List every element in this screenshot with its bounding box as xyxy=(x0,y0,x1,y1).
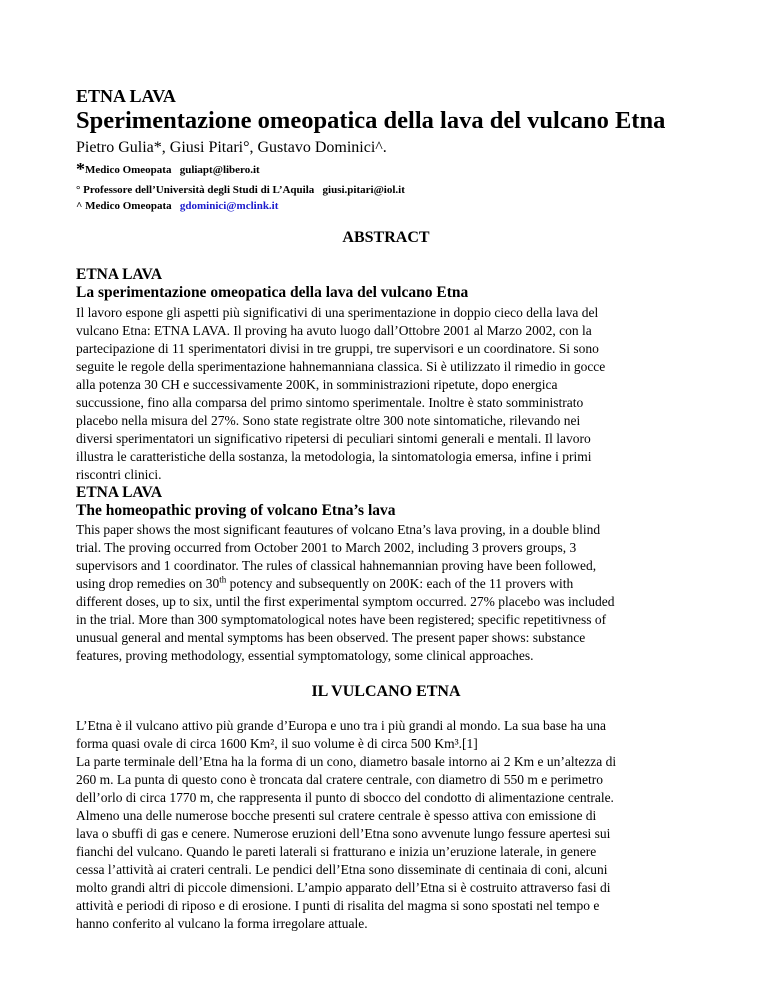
text-line: This paper shows the most significant feautures of volcano Etna’s lava proving, in a double blind xyxy=(76,522,601,537)
document-kicker: ETNA LAVA xyxy=(76,86,176,106)
text-line: in the trial. More than 300 symptomatological notes have been registered; specific repetitivness of xyxy=(76,612,607,627)
text-line: vulcano Etna: ETNA LAVA. Il proving ha avuto luogo dall’Ottobre 2001 al Marzo 2002, con la xyxy=(76,323,592,338)
text-line: different doses, up to six, until the first experimental symptom occurred. 27% placebo was included xyxy=(76,594,615,609)
text-line: Il lavoro espone gli aspetti più significativi di una sperimentazione in doppio cieco della lava del xyxy=(76,305,599,320)
text-line: unusual general and mental symptoms has been observed. The present paper shows: substance xyxy=(76,630,586,645)
affiliation-role: Professore dell’Università degli Studi di L’Aquila xyxy=(83,184,315,196)
abstract-it-text xyxy=(76,304,696,484)
superscript: th xyxy=(219,574,227,585)
affiliation-email-link[interactable]: gdominici@mclink.it xyxy=(179,200,279,212)
affiliation-mark: ^ xyxy=(76,200,83,212)
abstract-it-title: La sperimentazione omeopatica della lava del vulcano Etna xyxy=(76,284,469,301)
abstract-it-kicker: ETNA LAVA xyxy=(76,266,163,283)
text-line xyxy=(76,575,696,593)
affiliation-mark: ° xyxy=(76,184,81,196)
authors-line: Pietro Gulia*, Giusi Pitari°, Gustavo Dominici^. xyxy=(76,139,387,156)
affiliation-3 xyxy=(76,197,696,215)
text-fragment: using drop remedies on 30 xyxy=(76,576,220,591)
section-text xyxy=(76,717,696,933)
text-line: forma quasi ovale di circa 1600 Km², il suo volume è di circa 500 Km³.[1] xyxy=(76,736,478,751)
abstract-heading: ABSTRACT xyxy=(342,229,430,246)
affiliation-role: Medico Omeopata xyxy=(85,200,172,212)
section-heading: IL VULCANO ETNA xyxy=(311,683,461,700)
text-line: fianchi del vulcano. Quando le pareti laterali si fratturano e inizia un’eruzione laterale, in genere xyxy=(76,844,597,859)
text-fragment: potency and subsequently on 200K: each of the 11 provers with xyxy=(226,576,574,591)
text-line: diversi sperimentatori un significativo ripetersi di peculiari sintomi generali e mentali. Il lavoro xyxy=(76,431,591,446)
text-line: seguite le regole della sperimentazione hahnemanniana classica. Si è utilizzato il rimedio in gocce xyxy=(76,359,606,374)
text-line: features, proving methodology, essential symptomatology, some clinical approaches. xyxy=(76,648,534,663)
text-line: attività e periodi di riposo e di erosione. I punti di risalita del magma si sono spostati nel tempo e xyxy=(76,898,600,913)
text-line: riscontri clinici. xyxy=(76,467,162,482)
affiliation-email: giusi.pitari@iol.it xyxy=(322,184,405,196)
text-line: trial. The proving occurred from October 2001 to March 2002, including 3 provers groups, 3 xyxy=(76,540,577,555)
text-line: placebo nella misura del 27%. Sono state registrate oltre 300 note sintomatiche, rilevando nei xyxy=(76,413,581,428)
affiliation-mark: * xyxy=(76,159,85,179)
abstract-en-title: The homeopathic proving of volcano Etna’s lava xyxy=(76,502,396,519)
text-line: L’Etna è il vulcano attivo più grande d’Europa e uno tra i più grandi al mondo. La sua base ha una xyxy=(76,718,606,733)
text-line: succussione, fino alla comparsa del primo sintomo sperimentale. Inoltre è stato somministrato xyxy=(76,395,584,410)
text-line: dell’orlo di circa 1770 m, che rappresenta il punto di sbocco del condotto di alimentazione centrale. xyxy=(76,790,614,805)
text-line: illustra le caratteristiche della sostanza, la metodologia, la sintomatologia emersa, infine i primi xyxy=(76,449,592,464)
text-line: La parte terminale dell’Etna ha la forma di un cono, diametro basale intorno ai 2 Km e un’altezza di xyxy=(76,754,617,769)
text-line: Almeno una delle numerose bocche presenti sul cratere centrale è spesso attiva con emissione di xyxy=(76,808,597,823)
abstract-en-text xyxy=(76,521,696,665)
text-line: partecipazione di 11 sperimentatori divisi in tre gruppi, tre supervisori e un coordinatore. Si sono xyxy=(76,341,599,356)
text-line: hanno conferito al vulcano la forma irregolare attuale. xyxy=(76,916,368,931)
text-line: molto grandi altri di piccole dimensioni. L’ampio apparato dell’Etna si è costruito attraverso fasi di xyxy=(76,880,611,895)
text-line: alla potenza 30 CH e successivamente 200K, in somministrazioni ripetute, dopo energica xyxy=(76,377,558,392)
text-line: lava o sbuffi di gas e cenere. Numerose eruzioni dell’Etna sono avvenute lungo fessure apertesi sui xyxy=(76,826,611,841)
text-line: cessa l’attività ai crateri centrali. Le pendici dell’Etna sono disseminate di centinaia di coni, alcuni xyxy=(76,862,608,877)
text-line: supervisors and 1 coordinator. The rules of classical hahnemannian proving have been followed, xyxy=(76,558,597,573)
text-line: 260 m. La punta di questo cono è troncata dal cratere centrale, con diametro di 550 m e perimetro xyxy=(76,772,604,787)
affiliation-email: guliapt@libero.it xyxy=(179,164,260,176)
document-title: Sperimentazione omeopatica della lava del vulcano Etna xyxy=(76,107,666,134)
affiliation-1 xyxy=(76,160,696,179)
abstract-en-kicker: ETNA LAVA xyxy=(76,484,163,501)
affiliation-role: Medico Omeopata xyxy=(85,164,172,176)
